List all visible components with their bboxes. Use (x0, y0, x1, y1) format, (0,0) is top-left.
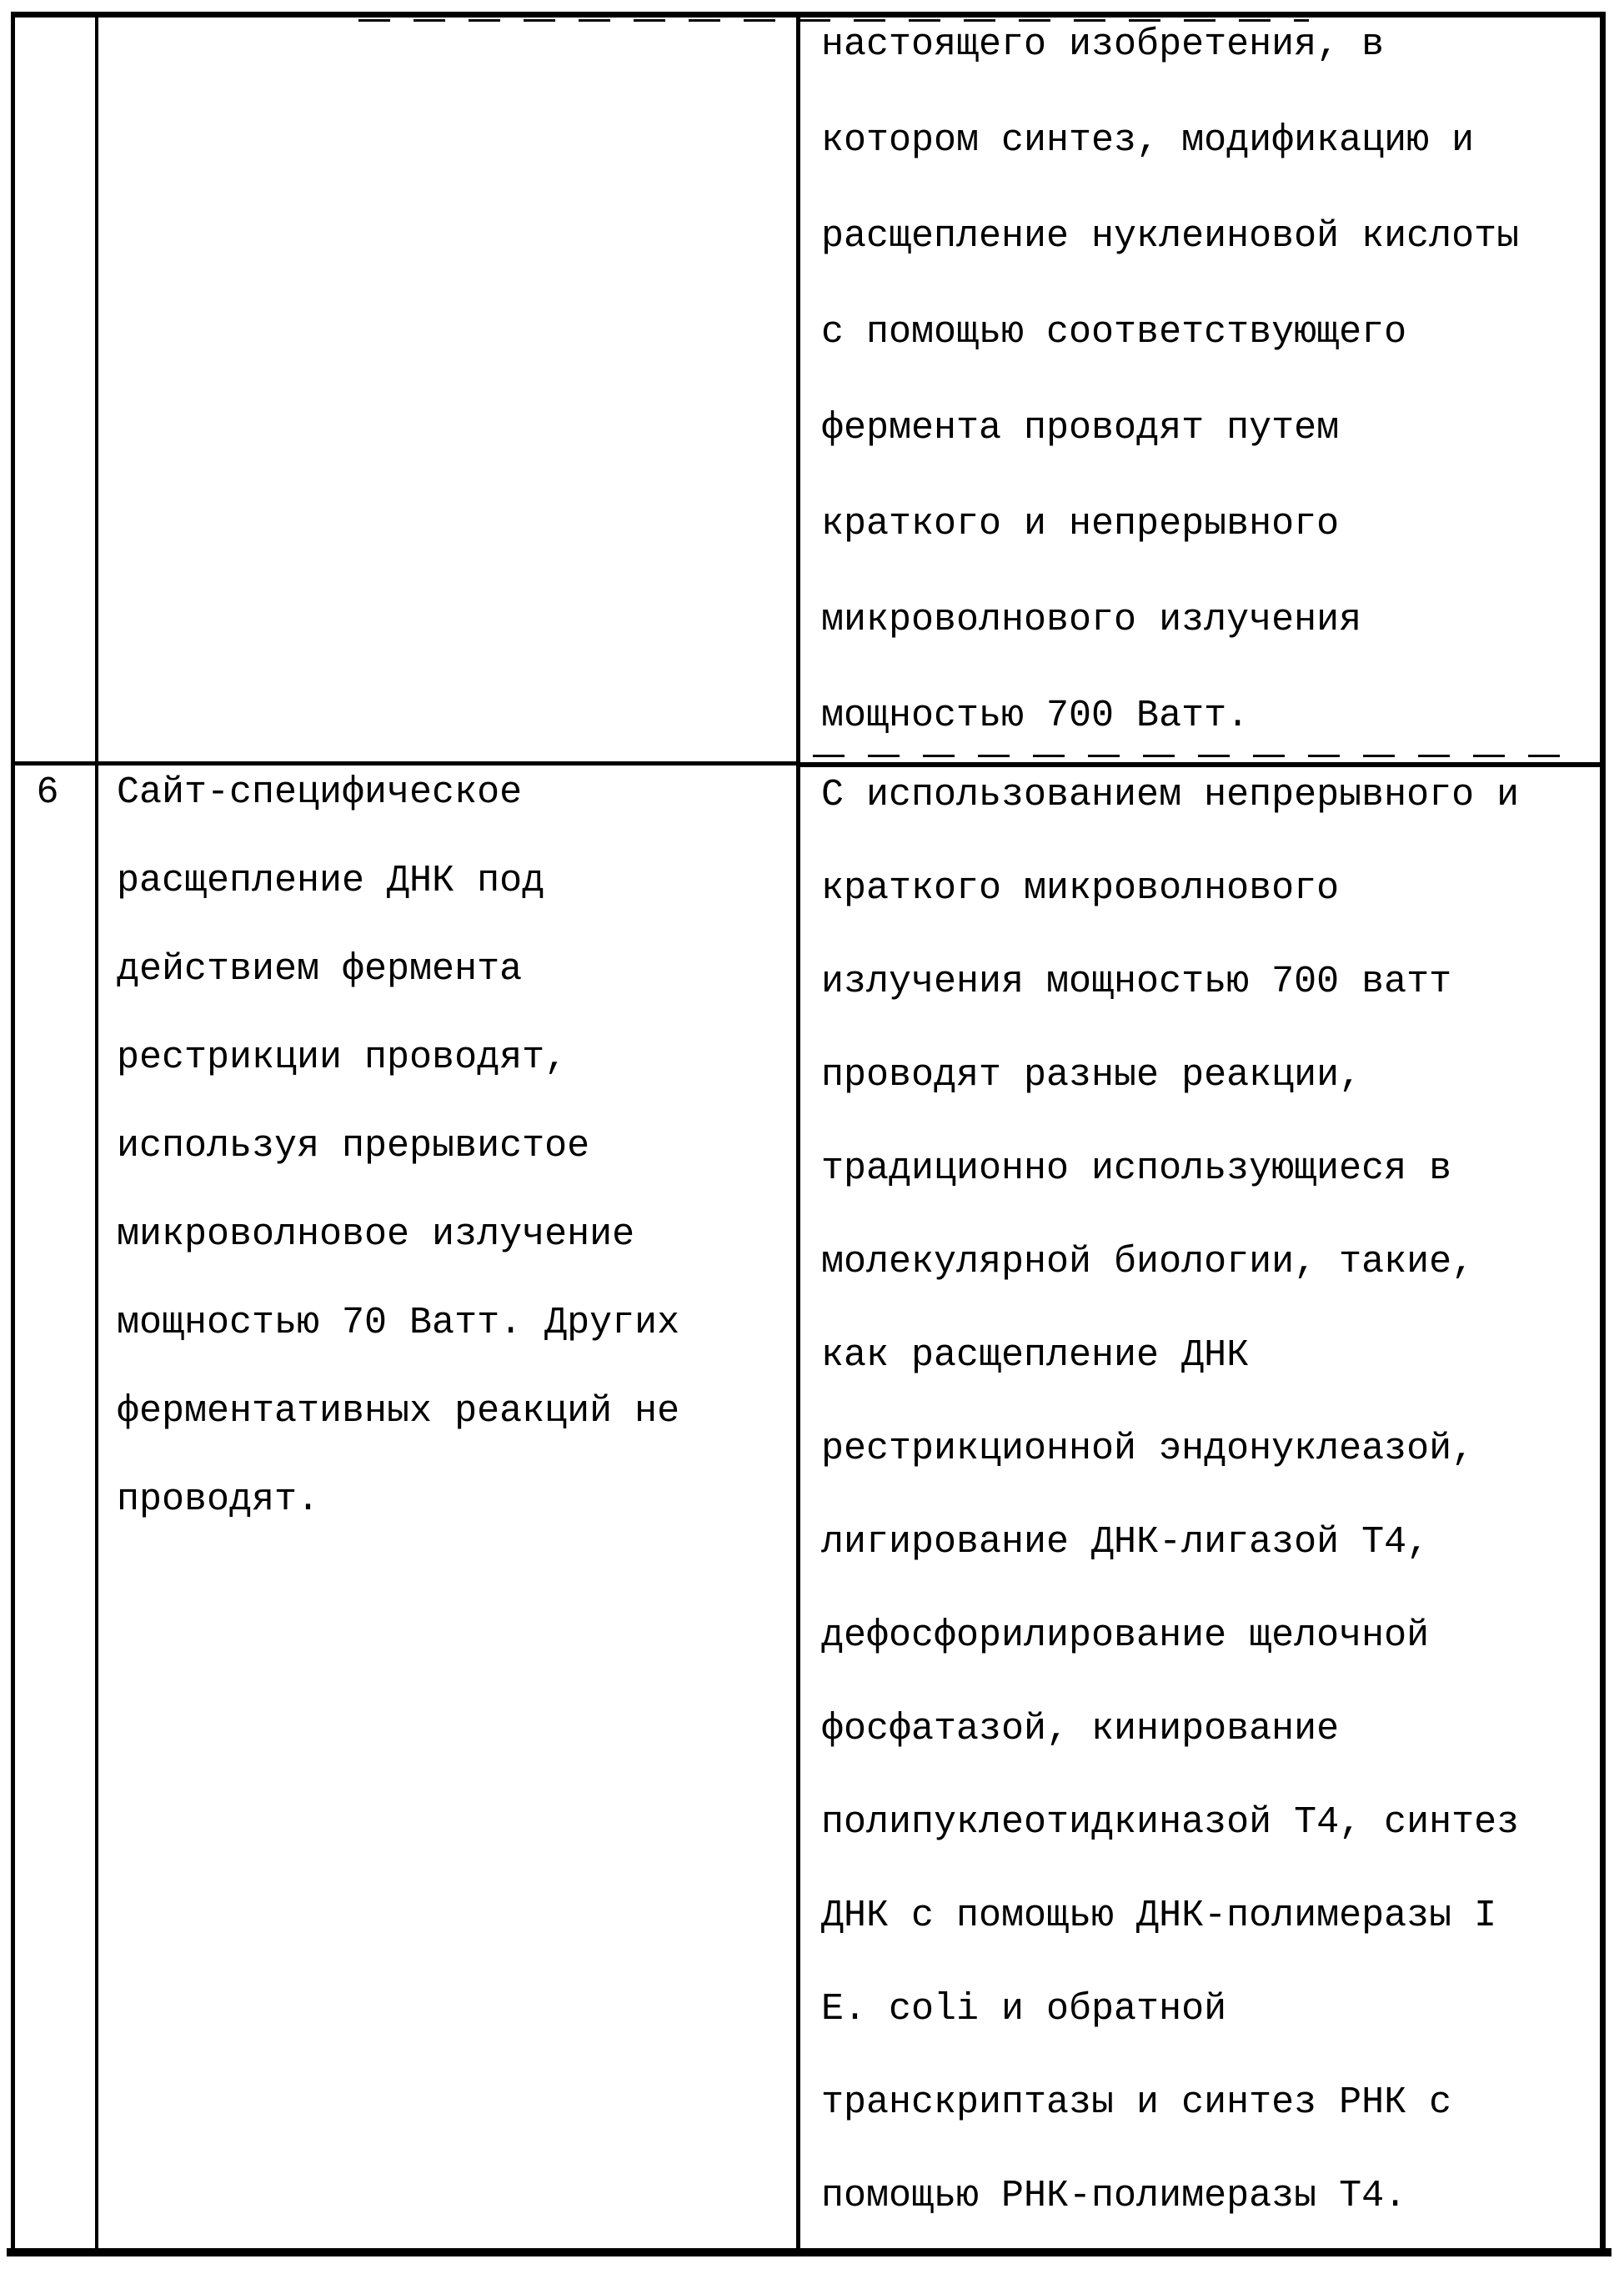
cell-text-line: излучения мощностью 700 ватт (821, 961, 1452, 1003)
row6-right-cell (821, 749, 1596, 2243)
cell-text-line: транскриптазы и синтез РНК с (821, 2081, 1452, 2124)
cell-text-line: полипуклеотидкиназой Т4, синтез (821, 1801, 1520, 1844)
cell-text-line: с помощью соответствующего (821, 311, 1407, 354)
cell-text-line: рестрикции проводят, (117, 1037, 568, 1079)
cell-text-line: мощностью 70 Ватт. Других (117, 1302, 680, 1344)
row6-left-cell (117, 749, 792, 1544)
cell-text-line: молекулярной биологии, такие, (821, 1241, 1475, 1283)
cell-text-line: котором синтез, модификацию и (821, 119, 1475, 162)
cell-text-line: традиционно использующиеся в (821, 1147, 1452, 1190)
cell-text-line: настоящего изобретения, в (821, 23, 1385, 66)
cell-text-line: дефосфорилирование щелочной (821, 1614, 1430, 1657)
cell-text-line: используя прерывистое (117, 1125, 590, 1167)
text-column-divider (796, 12, 800, 2256)
table-border-right (1600, 12, 1606, 2256)
cell-text-line: краткого микроволнового (821, 867, 1340, 910)
cell-text-line: действием фермента (117, 948, 523, 991)
cell-text-line: помощью РНК-полимеразы Т4. (821, 2175, 1407, 2217)
table-border-left (11, 12, 15, 2256)
cell-text-line: проводят. (117, 1478, 320, 1521)
cell-text-line: расщепление нуклеиновой кислоты (821, 215, 1520, 258)
cell-text-line: Сайт-специфическое (117, 771, 523, 814)
cell-text-line: микроволновое излучение (117, 1213, 635, 1256)
cell-text-line: расщепление ДНК под (117, 860, 545, 902)
cell-text-line: E. coli и обратной (821, 1988, 1227, 2031)
cell-text-line: рестрикционной эндонуклеазой, (821, 1428, 1475, 1470)
cell-text-line: как расщепление ДНК (821, 1334, 1250, 1377)
cell-text-line: ферментативных реакций не (117, 1390, 680, 1433)
number-column-divider (95, 12, 98, 2256)
cell-text-line: фосфатазой, кинирование (821, 1708, 1340, 1750)
table-border-bottom (7, 2248, 1611, 2256)
cell-text-line: проводят разные реакции, (821, 1054, 1362, 1097)
cell-text-line: микроволнового излучения (821, 599, 1362, 641)
row5-right-cell (821, 0, 1596, 764)
cell-text-line: краткого и непрерывного (821, 503, 1340, 545)
cell-text-line: ДНК с помощью ДНК-полимеразы I (821, 1895, 1497, 1937)
cell-text-line: С использованием непрерывного и (821, 774, 1520, 816)
cell-text-line: мощностью 700 Ватт. (821, 695, 1250, 737)
cell-text-line: фермента проводят путем (821, 407, 1340, 449)
row6-number-cell: 6 (36, 771, 59, 814)
cell-text-line: лигирование ДНК-лигазой Т4, (821, 1521, 1430, 1564)
